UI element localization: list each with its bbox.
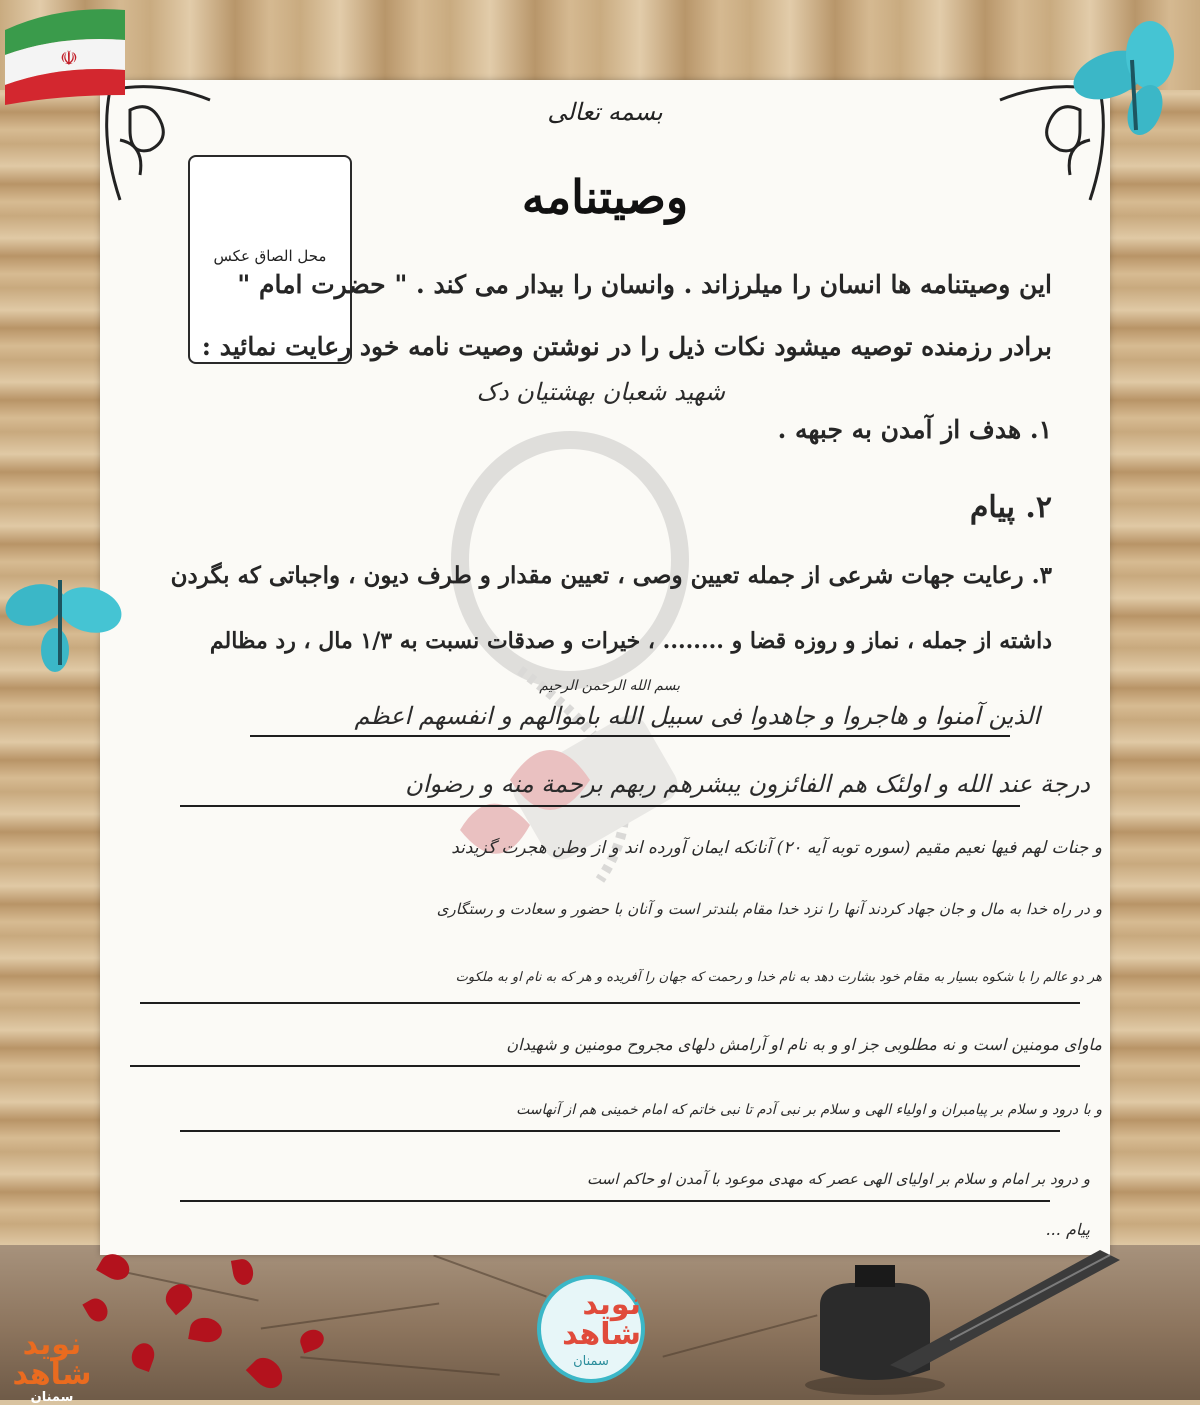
svg-text:☫: ☫	[60, 46, 78, 70]
side-logo-mark-text: نوید شاهد	[12, 1327, 92, 1392]
will-document-paper	[100, 80, 1110, 1255]
iran-flag-icon	[0, 0, 135, 105]
instruction-text: برادر رزمنده توصیه میشود نکات ذیل را در نوشتن وصیت نامه خود رعایت نمائید :	[201, 332, 1052, 361]
item-1-purpose: ۱. هدف از آمدن به جبهه .	[777, 415, 1052, 444]
martyr-name-note: شهید شعبان بهشتیان دک	[476, 378, 725, 406]
line-divider	[130, 1065, 1080, 1067]
handwritten-line: بسم الله الرحمن الرحیم	[539, 678, 680, 694]
handwritten-line: ماوای مومنین است و نه مطلوبی جز او و به نام او آرامش دلهای مجروح مومنین و شهیدان	[506, 1035, 1102, 1054]
line-divider	[180, 1130, 1060, 1132]
item-3-line-2: داشته از جمله ، نماز و روزه قضا و ........ ، خیرات و صدقات نسبت به ۱/۳ مال ، رد مظالم	[209, 628, 1052, 654]
logo-mark-text: نوید شاهد	[562, 1286, 641, 1352]
bismillah-heading: بسمه تعالی	[547, 98, 663, 126]
item-2-message: ۲. پیام	[969, 490, 1052, 525]
page-title: وصیتنامه	[521, 170, 689, 224]
navid-shahed-logo	[537, 1275, 645, 1383]
line-divider	[250, 735, 1010, 737]
handwritten-line: و درود بر امام و سلام بر اولیای الهی عصر که مهدی موعود با آمدن او حاکم است	[587, 1170, 1090, 1188]
handwritten-line: و با درود و سلام بر پیامبران و اولیاء الهی و سلام بر نبی آدم تا نبی خاتم که امام خمینی هم از آنهاست	[516, 1102, 1102, 1118]
line-divider	[180, 1200, 1050, 1202]
handwritten-line: درجة عند الله و اولئک هم الفائزون یبشرهم ربهم برحمة منه و رضوان	[405, 770, 1090, 798]
side-logo-subtitle: سمنان	[30, 1390, 74, 1405]
imam-quote: این وصیتنامه ها انسان را میلرزاند . وانسان را بیدار می کند . " حضرت امام "	[237, 270, 1052, 299]
logo-subtitle: سمنان	[573, 1353, 609, 1369]
handwritten-line: و جنات لهم فیها نعیم مقیم (سوره توبه آیه ۲۰) آنانکه ایمان آورده اند و از وطن هجرت گزیدند	[451, 838, 1102, 858]
line-divider	[180, 805, 1020, 807]
line-divider	[140, 1002, 1080, 1004]
navid-shahed-side-logo	[6, 1327, 98, 1405]
item-3-line-1: ۳. رعایت جهات شرعی از جمله تعیین وصی ، تعیین مقدار و طرف دیون ، واجباتی که بگردن	[170, 562, 1052, 589]
handwritten-line: الذین آمنوا و هاجروا و جاهدوا فی سبیل الله باموالهم و انفسهم اعظم	[354, 702, 1040, 730]
butterfly-icon	[0, 560, 125, 680]
butterfly-icon	[1070, 20, 1195, 145]
sandbag-frame-top	[0, 0, 1200, 90]
handwritten-line: هر دو عالم را با شکوه بسیار به مقام خود بشارت دهد به نام خدا و رحمت که جهان را آفریده و هر که به نام او به ملکوت	[455, 970, 1102, 985]
inkwell-quill-icon	[800, 1245, 1130, 1395]
handwritten-line: پیام ...	[1045, 1220, 1090, 1239]
photo-placeholder-label: محل الصاق عکس	[213, 247, 327, 265]
handwritten-line: و در راه خدا به مال و جان جهاد کردند آنها را نزد خدا مقام بلندتر است و آنان با حضور و سعادت و رستگاری	[436, 900, 1102, 918]
